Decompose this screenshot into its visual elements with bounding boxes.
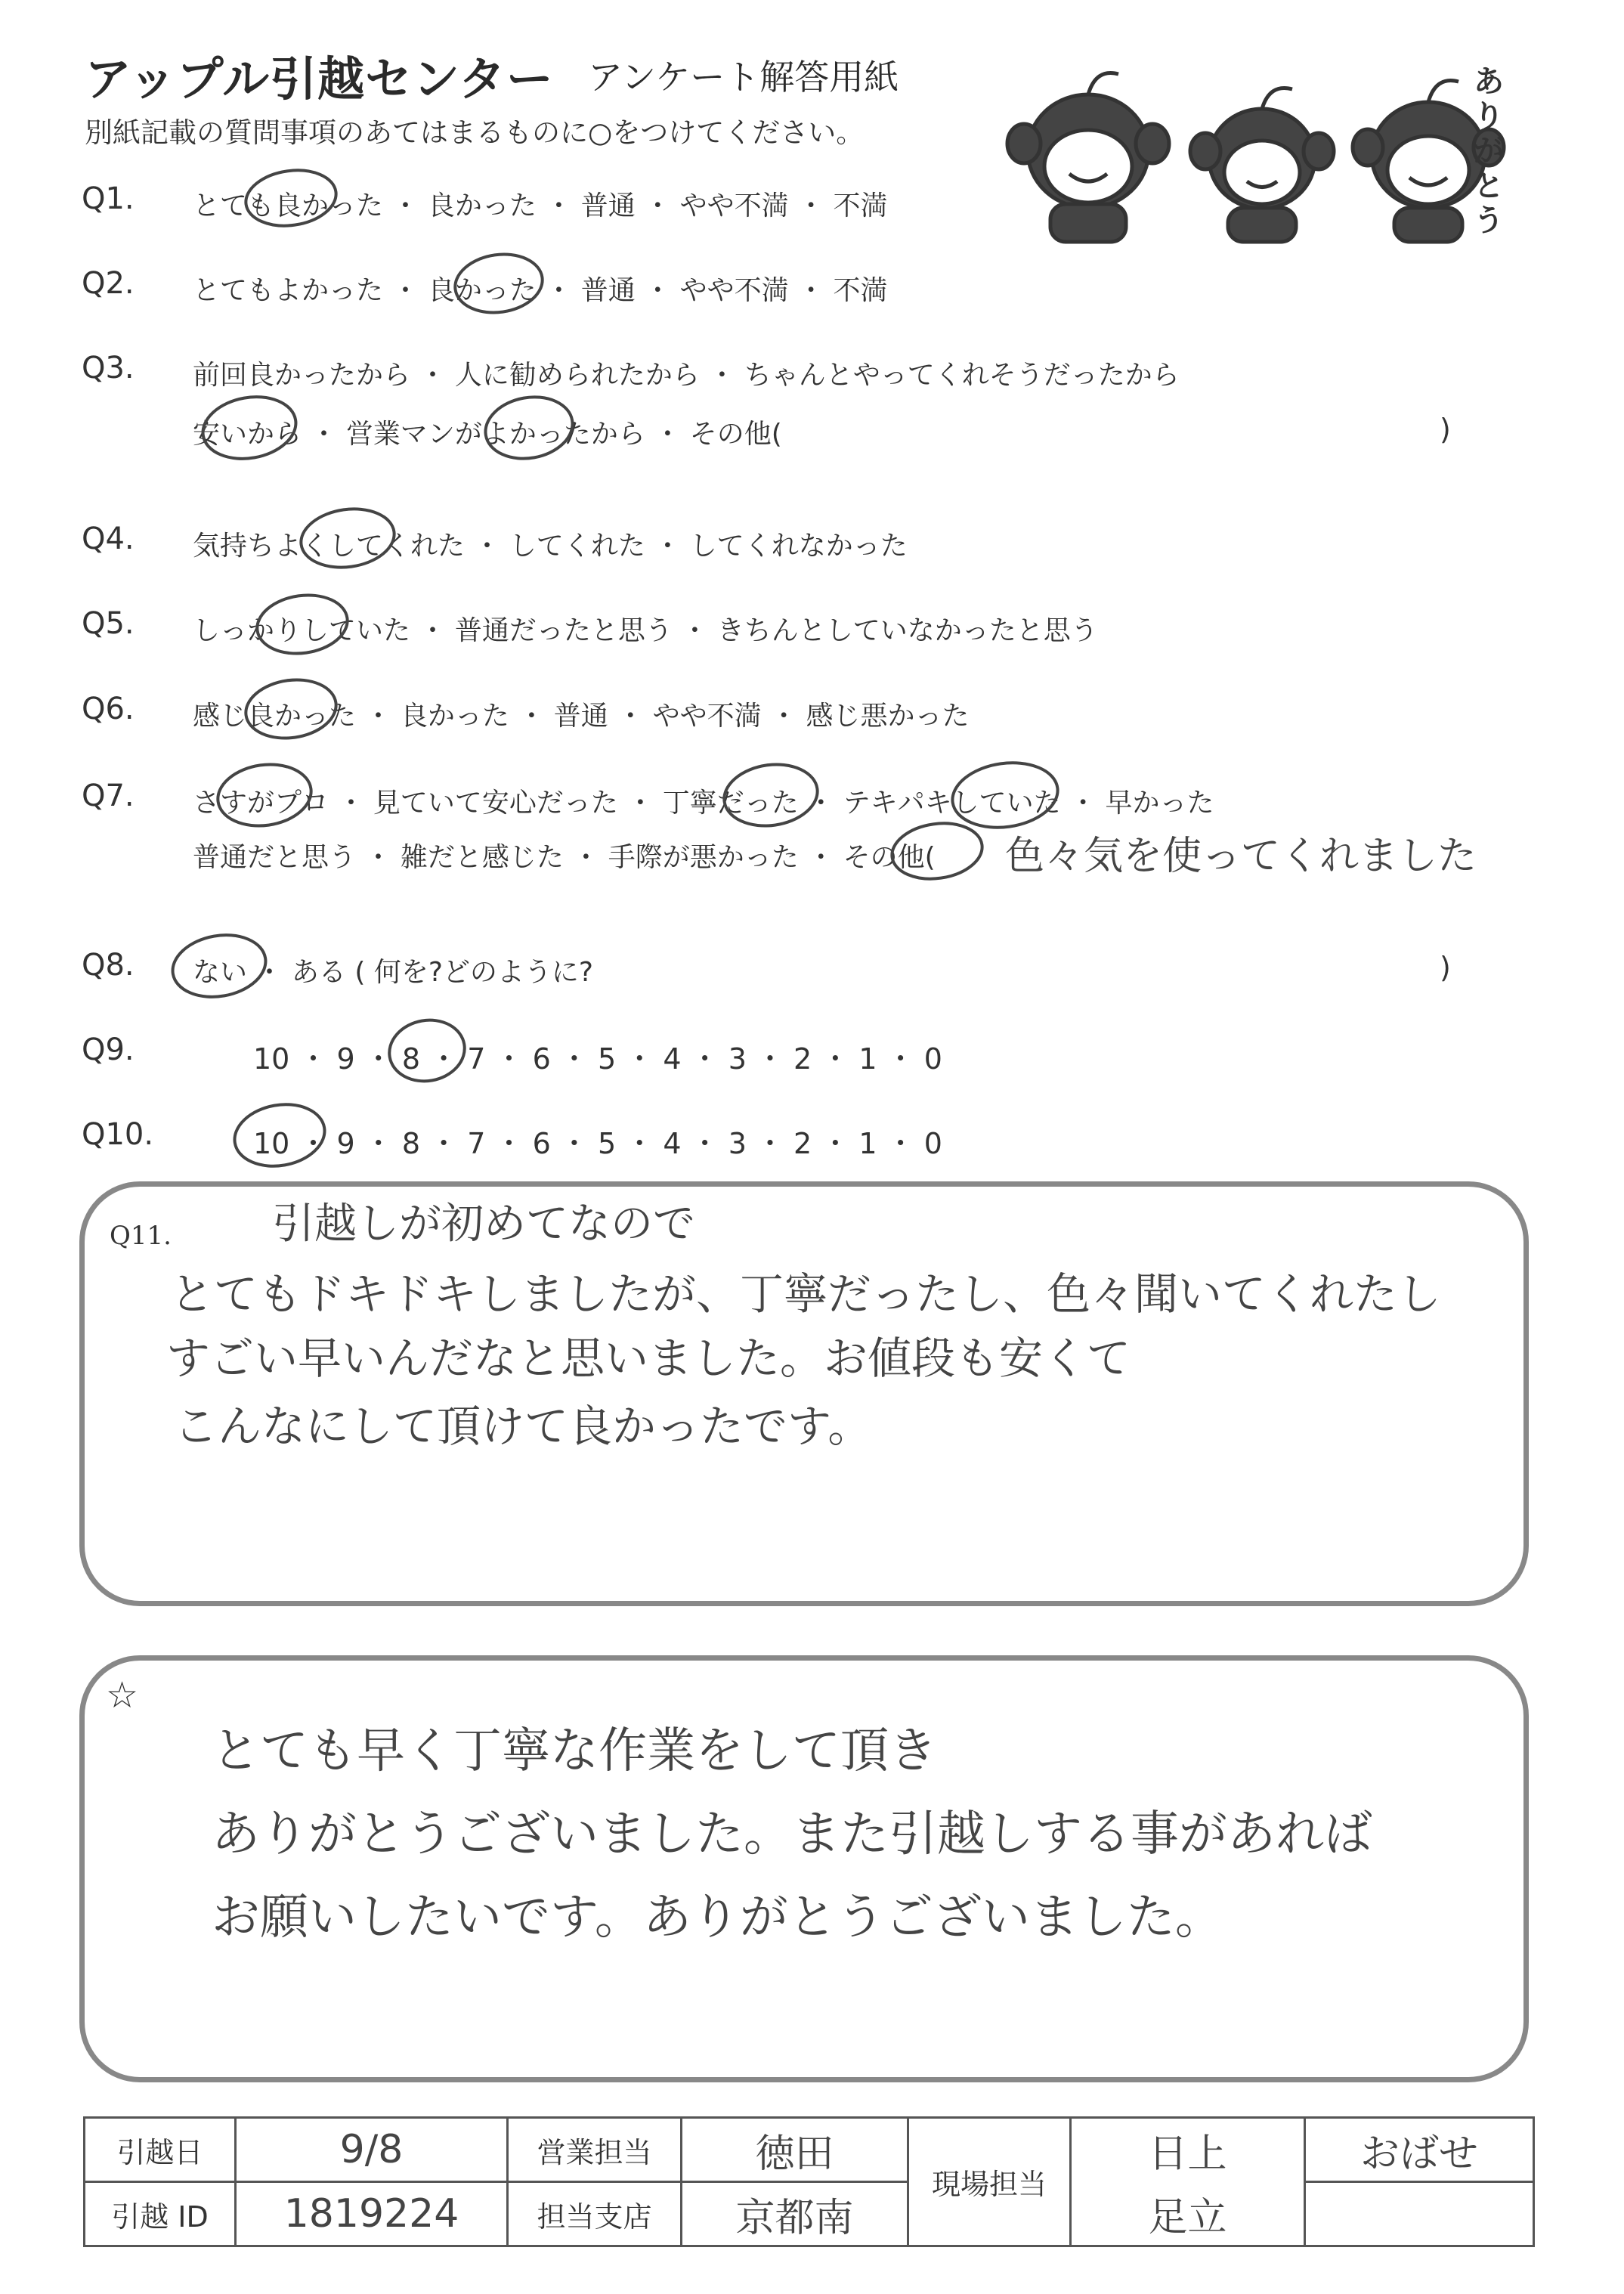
move-date-label: 引越日 (85, 2118, 236, 2182)
q4-label: Q4. (82, 522, 135, 556)
star-line-3: お願いしたいです。ありがとうございました。 (212, 1890, 1223, 1946)
q10-score-7: 7 (467, 1127, 486, 1160)
footer-info-table (83, 2116, 1535, 2247)
q10-score-1: 1 (858, 1127, 877, 1160)
site-staff-2: おばせ (1305, 2118, 1534, 2182)
q3-options-line2: 安いから ・ 営業マンがよかったから ・ その他( (193, 419, 782, 450)
q4-options: 気持ちよくしてくれた ・ してくれた ・ してくれなかった (193, 531, 908, 562)
monkey-mascot-illustration (990, 53, 1519, 249)
q10-score-5: 5 (597, 1127, 617, 1160)
q8-options: ない ・ ある ( 何を?どのように? (193, 957, 594, 988)
sales-staff-label: 営業担当 (508, 2118, 682, 2182)
q9-score-0: 0 (923, 1042, 942, 1076)
q1-label: Q1. (82, 181, 135, 216)
site-staff-1: 日上 (1071, 2118, 1305, 2182)
q11-line-3: すごい早いんだなと思いました。お値段も安くて (166, 1333, 1131, 1384)
q9-score-6: 6 (532, 1042, 551, 1076)
q7-options-line2: 普通だと思う ・ 雑だと感じた ・ 手際が悪かった ・ その他( (193, 842, 936, 873)
q6-label: Q6. (82, 692, 135, 726)
page-subtitle: アンケート解答用紙 (588, 57, 899, 98)
q10-score-4: 4 (663, 1127, 682, 1160)
move-date-value: 9/8 (236, 2118, 508, 2182)
q11-line-4: こんなにして頂けて良かったです。 (174, 1401, 872, 1452)
mascot-thanks-text: ありがとう (1474, 64, 1504, 238)
q2-label: Q2. (82, 266, 135, 301)
move-id-label: 引越 ID (85, 2182, 236, 2246)
star-line-1: とても早く丁寧な作業をして頂き (212, 1723, 937, 1779)
q2-options: とてもよかった ・ 良かった ・ 普通 ・ やや不満 ・ 不満 (193, 275, 888, 306)
q3-label: Q3. (82, 351, 135, 385)
q10-score-3: 3 (728, 1127, 747, 1160)
q10-score-0: 0 (923, 1127, 942, 1160)
q10-score-8: 8 (401, 1127, 421, 1160)
q9-score-5: 5 (597, 1042, 617, 1076)
q11-line-1: 引越しが初めてなので (272, 1200, 695, 1249)
q11-line-2: とてもドキドキしましたが、丁寧だったし、色々聞いてくれたし (170, 1268, 1442, 1320)
q3-options-line1: 前回良かったから ・ 人に勧められたから ・ ちゃんとやってくれそうだったから (193, 360, 1180, 391)
instruction-text: 別紙記載の質問事項のあてはまるものに○をつけてください。 (85, 116, 865, 149)
star-line-2: ありがとうございました。また引越しする事があれば (212, 1806, 1372, 1862)
q9-score-9: 9 (336, 1042, 355, 1076)
q3-paren-close: ) (1440, 413, 1451, 446)
site-staff-3: 足立 (1071, 2182, 1305, 2246)
branch-value: 京都南 (682, 2182, 908, 2246)
star-icon: ☆ (106, 1674, 139, 1717)
site-staff-empty (1305, 2182, 1534, 2246)
q10-score-6: 6 (532, 1127, 551, 1160)
q7-options-line1: さすがプロ ・ 見ていて安心だった ・ 丁寧だった ・ テキパキしていた ・ 早かった (193, 788, 1214, 819)
q7-other-handwritten: 色々気を使ってくれました (1005, 834, 1477, 879)
q9-score-8: 8 (401, 1042, 421, 1076)
q7-label: Q7. (82, 779, 135, 813)
q9-score-7: 7 (467, 1042, 486, 1076)
q10-score-9: 9 (336, 1127, 355, 1160)
page-title: アップル引越センター (85, 51, 554, 107)
q9-score-1: 1 (858, 1042, 877, 1076)
q8-label: Q8. (82, 948, 135, 983)
sales-staff-value: 徳田 (682, 2118, 908, 2182)
q5-label: Q5. (82, 606, 135, 641)
q8-paren-close: ) (1440, 951, 1451, 984)
q9-score-4: 4 (663, 1042, 682, 1076)
move-id-value: 1819224 (236, 2182, 508, 2246)
q10-score-10: 10 (253, 1127, 290, 1160)
q9-score-3: 3 (728, 1042, 747, 1076)
q5-options: しっかりしていた ・ 普通だったと思う ・ きちんとしていなかったと思う (193, 615, 1098, 646)
q10-scale: 10 ・ 9 ・ 8 ・ 7 ・ 6 ・ 5 ・ 4 ・ 3 ・ 2 ・ 1 ・ 0 (253, 1127, 942, 1160)
q9-label: Q9. (82, 1032, 135, 1067)
q9-score-2: 2 (793, 1042, 812, 1076)
q1-options: とても良かった ・ 良かった ・ 普通 ・ やや不満 ・ 不満 (193, 190, 888, 221)
site-staff-label: 現場担当 (908, 2118, 1071, 2246)
branch-label: 担当支店 (508, 2182, 682, 2246)
q6-options: 感じ良かった ・ 良かった ・ 普通 ・ やや不満 ・ 感じ悪かった (193, 701, 970, 732)
q11-label: Q11. (110, 1221, 172, 1251)
q10-score-2: 2 (793, 1127, 812, 1160)
q9-score-10: 10 (253, 1042, 290, 1076)
q10-label: Q10. (82, 1117, 154, 1152)
q9-scale: 10 ・ 9 ・ 8 ・ 7 ・ 6 ・ 5 ・ 4 ・ 3 ・ 2 ・ 1 ・ 0 (253, 1042, 942, 1076)
